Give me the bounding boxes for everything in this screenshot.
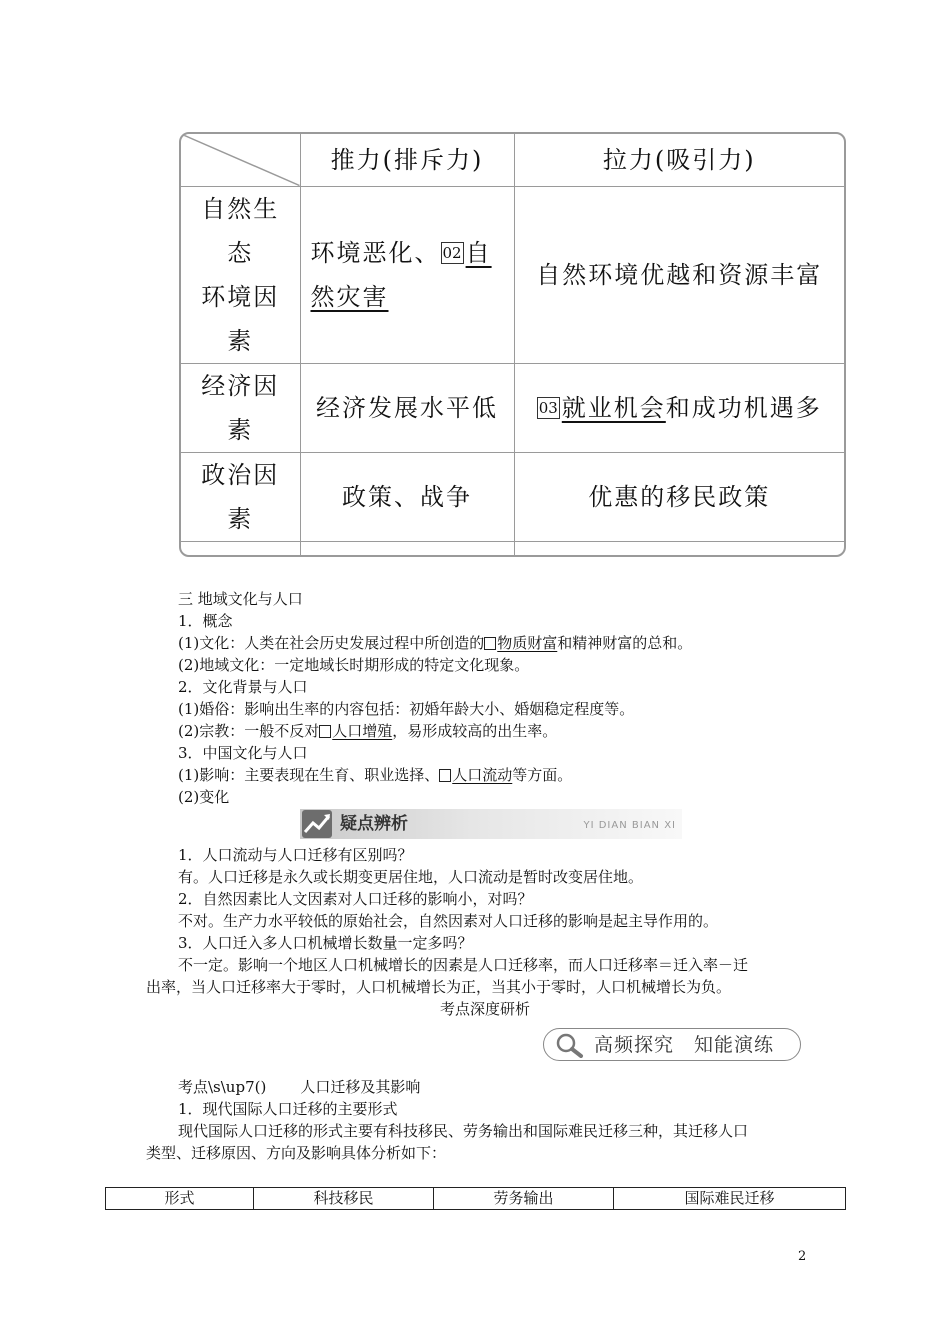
yidian-banner <box>300 809 682 839</box>
pull-cell: 03 就业机会和成功机遇多 <box>514 363 844 452</box>
answer-underline: 自然灾害 <box>310 238 492 311</box>
push-cell <box>300 541 514 557</box>
answer-line: 不对。生产力水平较低的原始社会，自然因素对人口迁移的影响是起主导作用的。 <box>178 912 719 930</box>
answer-underline: 人口流动 <box>452 766 513 784</box>
magnifier-icon <box>554 1032 584 1058</box>
text-line: (2)变化 <box>178 788 230 806</box>
answer-underline: 就业机会 <box>561 393 666 422</box>
gaopin-banner <box>543 1028 801 1061</box>
banner-title: 高频探究 知能演练 <box>594 1034 775 1056</box>
blank-box <box>439 769 451 782</box>
diagonal-header-cell <box>181 134 300 186</box>
subheading: 3．中国文化与人口 <box>178 744 308 762</box>
pull-cell: 优惠的移民政策 <box>514 452 844 541</box>
question-line: 3．人口迁入多人口机械增长数量一定多吗？ <box>178 934 473 952</box>
answer-underline: 物质财富 <box>497 634 558 652</box>
text-line: (1)文化：人类在社会历史发展过程中所创造的 物质财富和精神财富的总和。 <box>178 634 693 652</box>
text-line: (2)地域文化：一定地域长时期形成的特定文化现象。 <box>178 656 530 674</box>
pull-cell <box>514 541 844 557</box>
chart-trend-icon <box>302 810 332 838</box>
question-line: 2．自然因素比人文因素对人口迁移的影响小，对吗？ <box>178 890 533 908</box>
answer-underline: 人口增殖 <box>332 722 393 740</box>
factor-cell: 政治因素 <box>181 452 300 541</box>
section-title: 考点深度研析 <box>440 1000 531 1018</box>
section-heading: 三 地域文化与人口 <box>178 590 303 608</box>
text-line: 类型、迁移原因、方向及影响具体分析如下： <box>146 1144 447 1162</box>
answer-line: 有。人口迁移是永久或长期变更居住地，人口流动是暂时改变居住地。 <box>178 868 644 886</box>
table-header-row <box>181 134 844 186</box>
header-pull: 拉力(吸引力) <box>514 134 844 186</box>
text-line: 现代国际人口迁移的形式主要有科技移民、劳务输出和国际难民迁移三种，其迁移人口 <box>178 1122 749 1140</box>
table-row <box>181 186 844 363</box>
push-cell: 环境恶化、 02 自然灾害 <box>300 186 514 363</box>
diagonal-line <box>181 134 300 186</box>
text-line: (1)影响：主要表现在生育、职业选择、 人口流动等方面。 <box>178 766 573 784</box>
table-row <box>181 363 844 452</box>
migration-factors-table <box>179 132 846 557</box>
subheading: 1．概念 <box>178 612 233 630</box>
table-header-cell: 国际难民迁移 <box>614 1188 846 1210</box>
kaodian-heading: 考点\s\up7() 人口迁移及其影响 <box>178 1078 421 1096</box>
factor-cell: 经济因素 <box>181 363 300 452</box>
table-row <box>181 541 844 557</box>
blank-box <box>484 637 496 650</box>
answer-line: 不一定。影响一个地区人口机械增长的因素是人口迁移率，而人口迁移率＝迁入率－迁 <box>178 956 749 974</box>
pull-cell: 自然环境优越和资源丰富 <box>514 186 844 363</box>
subheading: 1．现代国际人口迁移的主要形式 <box>178 1100 398 1118</box>
banner-title: 疑点辨析 <box>340 814 408 834</box>
page-number: 2 <box>798 1249 807 1264</box>
table-row <box>181 452 844 541</box>
push-cell: 经济发展水平低 <box>300 363 514 452</box>
factor-cell: 自然生态 环境因素 <box>181 186 300 363</box>
table-header-cell: 科技移民 <box>254 1188 434 1210</box>
push-cell: 政策、战争 <box>300 452 514 541</box>
answer-line: 出率，当人口迁移率大于零时，人口机械增长为正，当其小于零时，人口机械增长为负。 <box>146 978 732 996</box>
number-mark: 02 <box>442 243 462 262</box>
text-line: (2)宗教：一般不反对 人口增殖，易形成较高的出生率。 <box>178 722 558 740</box>
banner-pinyin: YI DIAN BIAN XI <box>583 820 676 831</box>
forms-table <box>105 1187 846 1210</box>
blank-box <box>319 725 331 738</box>
subheading: 2．文化背景与人口 <box>178 678 308 696</box>
factor-cell <box>181 541 300 557</box>
text-line: (1)婚俗：影响出生率的内容包括：初婚年龄大小、婚姻稳定程度等。 <box>178 700 635 718</box>
header-push: 推力(排斥力) <box>300 134 514 186</box>
number-mark: 03 <box>538 398 558 417</box>
table-header-cell: 形式 <box>106 1188 254 1210</box>
question-line: 1．人口流动与人口迁移有区别吗？ <box>178 846 413 864</box>
table-header-cell: 劳务输出 <box>434 1188 614 1210</box>
table-header-row <box>106 1188 846 1210</box>
